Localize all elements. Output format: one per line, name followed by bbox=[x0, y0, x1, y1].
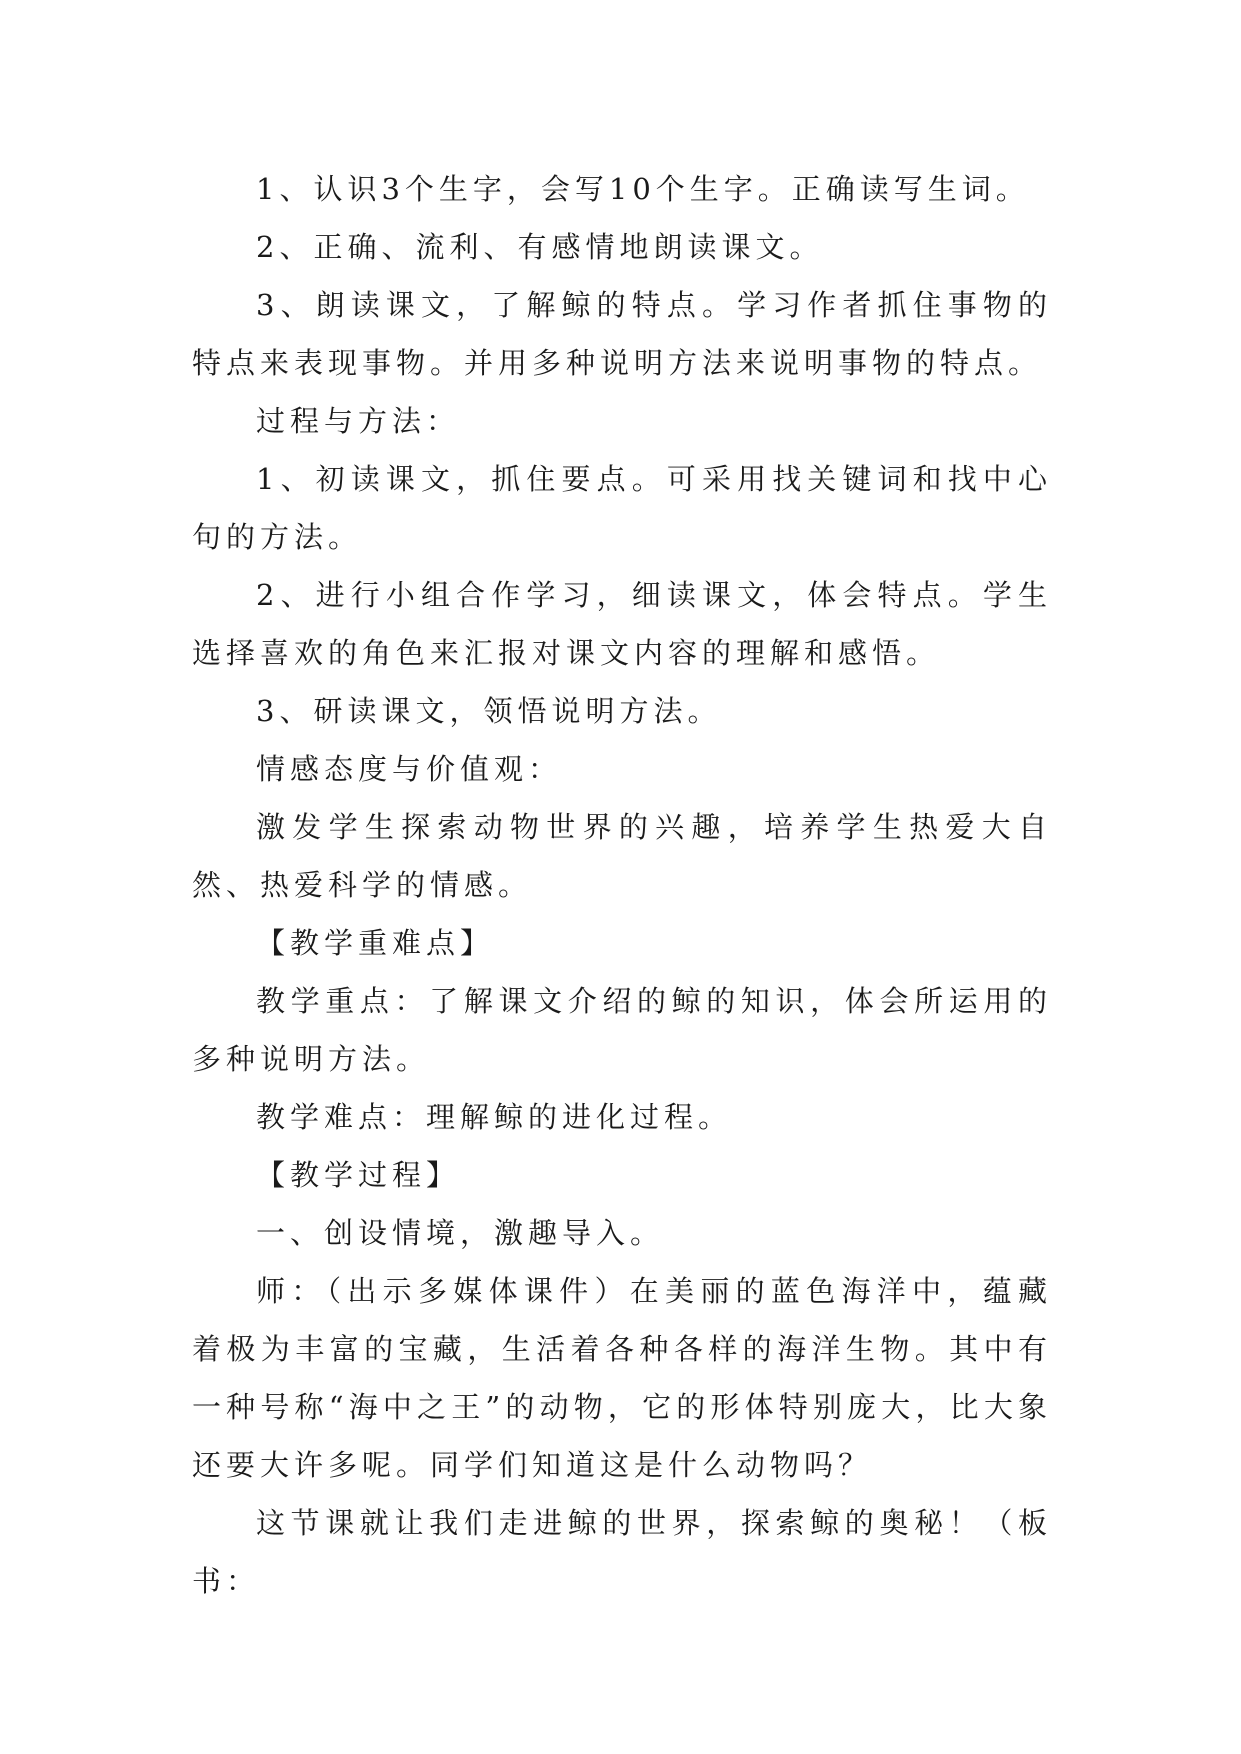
teacher-intro-paragraph: 师：（出示多媒体课件）在美丽的蓝色海洋中，蕴藏着极为丰富的宝藏，生活着各种各样的海洋生物。其中有一种号称“海中之王”的动物，它的形体特别庞大，比大象还要大许多呢。同学们知道这是什么动物吗？ bbox=[192, 1274, 1052, 1482]
difficult-point-paragraph: 教学难点：理解鲸的进化过程。 bbox=[256, 1100, 733, 1134]
objective-1-paragraph: 1、认识3个生字，会写10个生字。正确读写生词。 bbox=[256, 172, 1030, 206]
process-step-1-paragraph: 1、初读课文，抓住要点。可采用找关键词和找中心句的方法。 bbox=[192, 462, 1052, 554]
objective-3-paragraph: 3、朗读课文，了解鲸的特点。学习作者抓住事物的特点来表现事物。并用多种说明方法来说明事物的特点。 bbox=[192, 288, 1052, 380]
key-difficult-points-heading: 【教学重难点】 bbox=[256, 926, 495, 960]
teaching-process-heading: 【教学过程】 bbox=[256, 1158, 461, 1192]
process-method-heading: 过程与方法： bbox=[256, 404, 461, 438]
process-step-3-paragraph: 3、研读课文，领悟说明方法。 bbox=[256, 694, 722, 728]
lesson-lead-in-paragraph: 这节课就让我们走进鲸的世界，探索鲸的奥秘！（板书： bbox=[192, 1506, 1052, 1598]
document-body bbox=[192, 160, 1052, 1610]
section-one-heading: 一、创设情境，激趣导入。 bbox=[256, 1216, 665, 1250]
emotion-values-paragraph: 激发学生探索动物世界的兴趣，培养学生热爱大自然、热爱科学的情感。 bbox=[192, 810, 1052, 902]
key-point-paragraph: 教学重点：了解课文介绍的鲸的知识，体会所运用的多种说明方法。 bbox=[192, 984, 1052, 1076]
objective-2-paragraph: 2、正确、流利、有感情地朗读课文。 bbox=[256, 230, 824, 264]
process-step-2-paragraph: 2、进行小组合作学习，细读课文，体会特点。学生选择喜欢的角色来汇报对课文内容的理解和感悟。 bbox=[192, 578, 1052, 670]
emotion-values-heading: 情感态度与价值观： bbox=[256, 752, 563, 786]
